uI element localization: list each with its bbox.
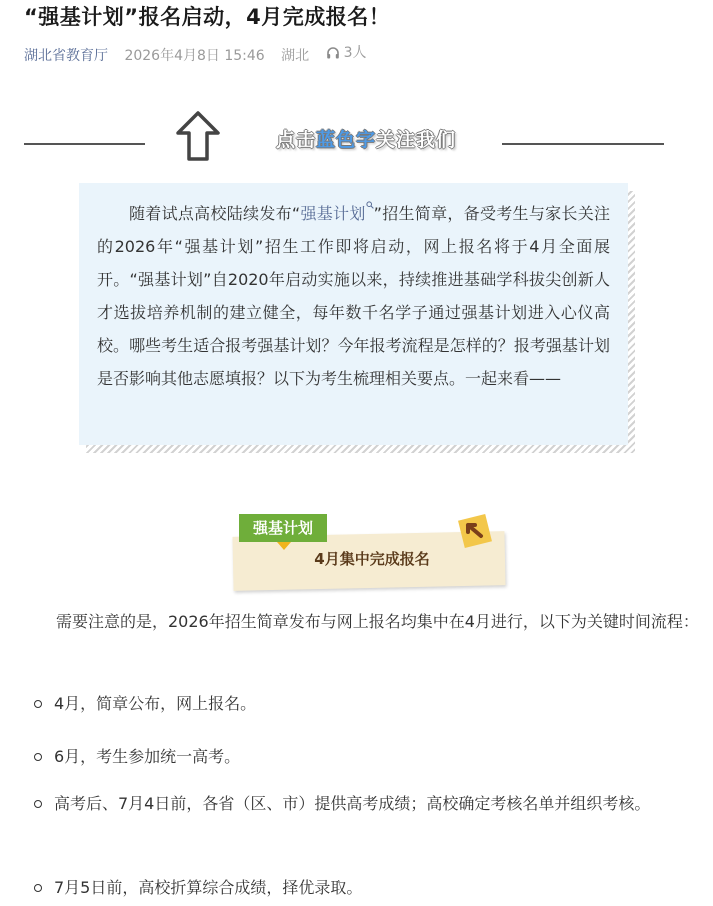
search-icon xyxy=(366,201,374,209)
intro-text-part-2: ”招生简章，备受考生与家长关注的2026年“强基计划”招生工作即将启动，网上报名将于4月全面展开。“强基计划”自2020年启动实施以来，持续推进基础学科拔尖创新人才选拔培养机制的建立健全，每年数千名学子通过强基计划进入心仪高校。哪些考生适合报考强基计划？今年报考流程是怎样的？报考强基计划是否影响其他志愿填报？以下为考生梳理相关要点。一起来看—— xyxy=(97,204,610,388)
section-tag: 强基计划 xyxy=(239,514,327,542)
readers-count: 3人 xyxy=(343,45,367,61)
follow-us-banner[interactable] xyxy=(276,127,476,153)
bullet-dot xyxy=(34,753,42,761)
section-subtitle: 4月集中完成报名 xyxy=(314,550,430,568)
follow-text-blue: 蓝色字 xyxy=(316,129,377,151)
publish-time: 2026年4月8日 15:46 xyxy=(124,48,265,64)
keyword-link-text: 强基计划 xyxy=(300,204,366,223)
timeline-text: 6月，考生参加统一高考。 xyxy=(54,747,241,766)
account-name-link[interactable]: 湖北省教育厅 xyxy=(24,48,108,64)
timeline-item xyxy=(24,788,713,820)
keyword-search-link[interactable] xyxy=(300,204,373,223)
bullet-dot xyxy=(34,884,42,892)
body-paragraph: 需要注意的是，2026年招生简章发布与网上报名均集中在4月进行，以下为关键时间流程： xyxy=(56,612,699,631)
headphones-icon xyxy=(326,46,340,60)
article-meta xyxy=(24,43,379,63)
timeline-item xyxy=(24,741,713,773)
bullet-dot xyxy=(34,700,42,708)
article-title: “强基计划”报名启动，4月完成报名！ xyxy=(24,5,391,29)
divider-line-left xyxy=(24,143,145,145)
timeline-text: 高考后、7月4日前，各省（区、市）提供高考成绩；高校确定考核名单并组织考核。 xyxy=(54,794,651,813)
arrow-note-icon xyxy=(455,512,495,552)
tag-pointer xyxy=(277,542,291,550)
intro-text-part-1: 随着试点高校陆续发布“ xyxy=(129,204,301,223)
timeline-text: 4月，简章公布，网上报名。 xyxy=(54,694,257,713)
timeline-item xyxy=(24,872,713,904)
bullet-dot xyxy=(34,800,42,808)
divider-line-right xyxy=(502,143,664,145)
location-label: 湖北 xyxy=(281,48,310,64)
follow-text-post: 关注我们 xyxy=(376,129,457,151)
section-banner xyxy=(233,512,505,588)
arrow-up-icon xyxy=(175,110,221,162)
follow-text-pre: 点击 xyxy=(276,129,317,151)
timeline-item xyxy=(24,688,713,720)
intro-text xyxy=(97,197,610,395)
intro-box xyxy=(79,183,628,445)
timeline-text: 7月5日前，高校折算综合成绩，择优录取。 xyxy=(54,878,363,897)
listen-readers[interactable] xyxy=(326,43,379,63)
